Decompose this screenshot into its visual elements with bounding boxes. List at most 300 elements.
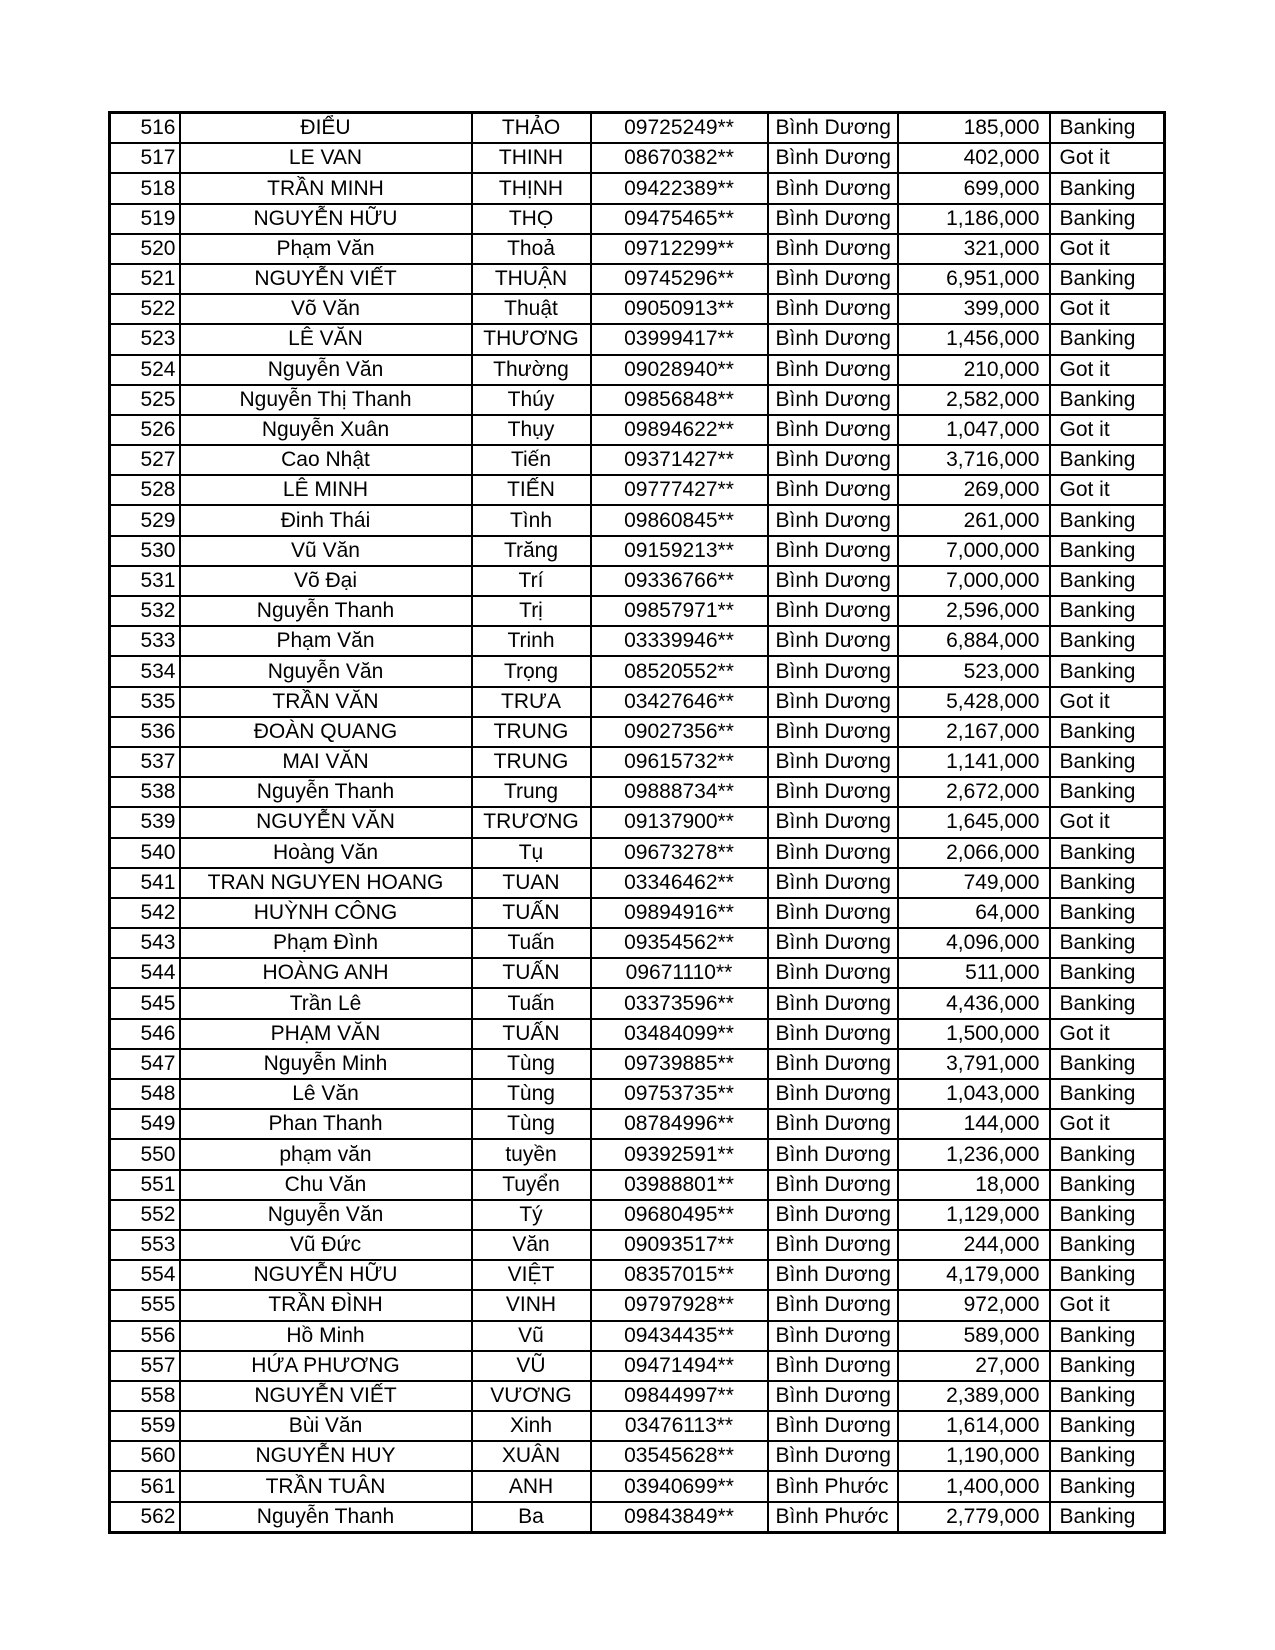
cell-row-number: 555 (110, 1290, 180, 1320)
cell-amount: 2,066,000 (898, 838, 1050, 868)
cell-phone: 09027356** (591, 717, 768, 747)
cell-status: Got it (1050, 234, 1165, 264)
cell-row-number: 553 (110, 1230, 180, 1260)
cell-first-name: Phan Thanh (180, 1109, 472, 1139)
cell-amount: 2,582,000 (898, 385, 1050, 415)
cell-status: Banking (1050, 958, 1165, 988)
cell-last-name: Trăng (472, 536, 591, 566)
cell-phone: 09856848** (591, 385, 768, 415)
cell-province: Bình Dương (768, 475, 898, 505)
cell-row-number: 523 (110, 324, 180, 354)
cell-province: Bình Dương (768, 747, 898, 777)
cell-row-number: 536 (110, 717, 180, 747)
cell-last-name: XUÂN (472, 1441, 591, 1471)
table-row (110, 264, 1165, 294)
cell-last-name: THƯƠNG (472, 324, 591, 354)
cell-row-number: 522 (110, 294, 180, 324)
cell-phone: 09894916** (591, 898, 768, 928)
cell-phone: 09475465** (591, 204, 768, 234)
cell-province: Bình Dương (768, 1290, 898, 1320)
cell-row-number: 527 (110, 445, 180, 475)
table-row (110, 505, 1165, 535)
cell-amount: 972,000 (898, 1290, 1050, 1320)
table-row (110, 234, 1165, 264)
cell-last-name: Ba (472, 1502, 591, 1533)
cell-phone: 09028940** (591, 355, 768, 385)
cell-last-name: Tuấn (472, 988, 591, 1018)
cell-phone: 03545628** (591, 1441, 768, 1471)
table-row (110, 204, 1165, 234)
cell-row-number: 557 (110, 1351, 180, 1381)
cell-province: Bình Dương (768, 234, 898, 264)
table-row (110, 596, 1165, 626)
table-row (110, 1230, 1165, 1260)
cell-status: Banking (1050, 1260, 1165, 1290)
cell-status: Banking (1050, 1170, 1165, 1200)
cell-row-number: 545 (110, 988, 180, 1018)
cell-row-number: 535 (110, 687, 180, 717)
cell-last-name: TRƯƠNG (472, 807, 591, 837)
table-row (110, 173, 1165, 203)
cell-last-name: Tuấn (472, 928, 591, 958)
table-row (110, 656, 1165, 686)
cell-row-number: 547 (110, 1049, 180, 1079)
cell-phone: 09434435** (591, 1321, 768, 1351)
cell-first-name: Lê Văn (180, 1079, 472, 1109)
cell-province: Bình Dương (768, 1321, 898, 1351)
cell-phone: 09471494** (591, 1351, 768, 1381)
cell-status: Banking (1050, 596, 1165, 626)
cell-phone: 09844997** (591, 1381, 768, 1411)
cell-status: Banking (1050, 1321, 1165, 1351)
cell-first-name: TRẦN MINH (180, 173, 472, 203)
table-row (110, 928, 1165, 958)
cell-first-name: LÊ VĂN (180, 324, 472, 354)
cell-status: Banking (1050, 1441, 1165, 1471)
cell-first-name: NGUYỄN HỮU (180, 1260, 472, 1290)
table-row (110, 747, 1165, 777)
cell-amount: 511,000 (898, 958, 1050, 988)
cell-province: Bình Dương (768, 173, 898, 203)
cell-phone: 08670382** (591, 143, 768, 173)
cell-amount: 4,179,000 (898, 1260, 1050, 1290)
cell-row-number: 517 (110, 143, 180, 173)
cell-amount: 523,000 (898, 656, 1050, 686)
cell-province: Bình Dương (768, 1411, 898, 1441)
table-row (110, 777, 1165, 807)
cell-status: Got it (1050, 415, 1165, 445)
cell-status: Banking (1050, 1079, 1165, 1109)
table-row (110, 717, 1165, 747)
table-row (110, 536, 1165, 566)
cell-first-name: HUỲNH CÔNG (180, 898, 472, 928)
cell-phone: 09745296** (591, 264, 768, 294)
table-row (110, 445, 1165, 475)
cell-row-number: 529 (110, 505, 180, 535)
cell-row-number: 528 (110, 475, 180, 505)
cell-last-name: THỊNH (472, 173, 591, 203)
cell-first-name: Phạm Văn (180, 234, 472, 264)
cell-last-name: ANH (472, 1471, 591, 1501)
cell-amount: 3,716,000 (898, 445, 1050, 475)
cell-province: Bình Dương (768, 1170, 898, 1200)
cell-row-number: 546 (110, 1019, 180, 1049)
cell-phone: 09857971** (591, 596, 768, 626)
cell-last-name: Tụ (472, 838, 591, 868)
table-row (110, 1411, 1165, 1441)
cell-phone: 09615732** (591, 747, 768, 777)
cell-province: Bình Dương (768, 1441, 898, 1471)
cell-first-name: Võ Đại (180, 566, 472, 596)
cell-status: Banking (1050, 505, 1165, 535)
table-row (110, 807, 1165, 837)
cell-province: Bình Dương (768, 385, 898, 415)
cell-status: Banking (1050, 838, 1165, 868)
cell-row-number: 519 (110, 204, 180, 234)
cell-amount: 1,043,000 (898, 1079, 1050, 1109)
cell-last-name: Thoả (472, 234, 591, 264)
table-row (110, 898, 1165, 928)
cell-amount: 7,000,000 (898, 566, 1050, 596)
cell-province: Bình Phước (768, 1471, 898, 1501)
cell-first-name: Chu Văn (180, 1170, 472, 1200)
cell-row-number: 548 (110, 1079, 180, 1109)
cell-amount: 699,000 (898, 173, 1050, 203)
cell-first-name: LÊ MINH (180, 475, 472, 505)
cell-phone: 09777427** (591, 475, 768, 505)
cell-last-name: Trung (472, 777, 591, 807)
cell-amount: 1,614,000 (898, 1411, 1050, 1441)
cell-phone: 03339946** (591, 626, 768, 656)
cell-row-number: 560 (110, 1441, 180, 1471)
cell-amount: 144,000 (898, 1109, 1050, 1139)
cell-amount: 1,400,000 (898, 1471, 1050, 1501)
cell-first-name: NGUYỄN HỮU (180, 204, 472, 234)
cell-amount: 1,645,000 (898, 807, 1050, 837)
cell-status: Got it (1050, 687, 1165, 717)
cell-province: Bình Phước (768, 1502, 898, 1533)
cell-first-name: NGUYỄN VIẾT (180, 1381, 472, 1411)
cell-status: Banking (1050, 1230, 1165, 1260)
cell-first-name: Nguyễn Thanh (180, 1502, 472, 1533)
cell-row-number: 516 (110, 113, 180, 144)
cell-province: Bình Dương (768, 838, 898, 868)
table-row (110, 1109, 1165, 1139)
cell-amount: 2,596,000 (898, 596, 1050, 626)
cell-first-name: Nguyễn Xuân (180, 415, 472, 445)
cell-phone: 09422389** (591, 173, 768, 203)
cell-first-name: TRAN NGUYEN HOANG (180, 868, 472, 898)
cell-phone: 08357015** (591, 1260, 768, 1290)
cell-phone: 03476113** (591, 1411, 768, 1441)
table-row (110, 838, 1165, 868)
cell-row-number: 549 (110, 1109, 180, 1139)
cell-status: Banking (1050, 1139, 1165, 1169)
table-row (110, 294, 1165, 324)
cell-amount: 1,190,000 (898, 1441, 1050, 1471)
cell-last-name: Tuyển (472, 1170, 591, 1200)
cell-status: Banking (1050, 656, 1165, 686)
table-row (110, 1200, 1165, 1230)
cell-row-number: 532 (110, 596, 180, 626)
cell-province: Bình Dương (768, 717, 898, 747)
cell-row-number: 524 (110, 355, 180, 385)
cell-amount: 210,000 (898, 355, 1050, 385)
cell-first-name: TRẦN ĐÌNH (180, 1290, 472, 1320)
cell-status: Banking (1050, 1381, 1165, 1411)
cell-phone: 09753735** (591, 1079, 768, 1109)
cell-status: Banking (1050, 1411, 1165, 1441)
cell-last-name: Thúy (472, 385, 591, 415)
cell-phone: 09860845** (591, 505, 768, 535)
cell-phone: 09894622** (591, 415, 768, 445)
cell-amount: 261,000 (898, 505, 1050, 535)
cell-amount: 1,186,000 (898, 204, 1050, 234)
cell-status: Got it (1050, 294, 1165, 324)
cell-status: Banking (1050, 747, 1165, 777)
cell-first-name: Vũ Đức (180, 1230, 472, 1260)
cell-last-name: TUẤN (472, 898, 591, 928)
cell-province: Bình Dương (768, 1381, 898, 1411)
cell-amount: 2,389,000 (898, 1381, 1050, 1411)
cell-province: Bình Dương (768, 958, 898, 988)
cell-first-name: Nguyễn Văn (180, 355, 472, 385)
table-row (110, 1381, 1165, 1411)
cell-phone: 09371427** (591, 445, 768, 475)
cell-status: Banking (1050, 898, 1165, 928)
cell-last-name: TUAN (472, 868, 591, 898)
cell-row-number: 541 (110, 868, 180, 898)
cell-row-number: 539 (110, 807, 180, 837)
table-row (110, 1351, 1165, 1381)
cell-province: Bình Dương (768, 898, 898, 928)
table-row (110, 566, 1165, 596)
cell-amount: 6,884,000 (898, 626, 1050, 656)
cell-last-name: TIẾN (472, 475, 591, 505)
cell-phone: 03346462** (591, 868, 768, 898)
cell-amount: 1,456,000 (898, 324, 1050, 354)
cell-province: Bình Dương (768, 1049, 898, 1079)
cell-phone: 09725249** (591, 113, 768, 144)
cell-status: Got it (1050, 355, 1165, 385)
cell-last-name: THẢO (472, 113, 591, 144)
cell-amount: 1,141,000 (898, 747, 1050, 777)
cell-amount: 402,000 (898, 143, 1050, 173)
cell-first-name: Vũ Văn (180, 536, 472, 566)
cell-phone: 09843849** (591, 1502, 768, 1533)
cell-phone: 08520552** (591, 656, 768, 686)
cell-amount: 1,047,000 (898, 415, 1050, 445)
cell-last-name: VINH (472, 1290, 591, 1320)
cell-amount: 2,779,000 (898, 1502, 1050, 1533)
cell-province: Bình Dương (768, 1079, 898, 1109)
cell-status: Got it (1050, 143, 1165, 173)
table-row (110, 626, 1165, 656)
cell-province: Bình Dương (768, 777, 898, 807)
cell-province: Bình Dương (768, 505, 898, 535)
cell-phone: 09712299** (591, 234, 768, 264)
cell-phone: 09093517** (591, 1230, 768, 1260)
cell-last-name: TRƯA (472, 687, 591, 717)
cell-last-name: Trí (472, 566, 591, 596)
cell-first-name: phạm văn (180, 1139, 472, 1169)
cell-first-name: Nguyễn Thanh (180, 596, 472, 626)
cell-province: Bình Dương (768, 1019, 898, 1049)
cell-first-name: Hoàng Văn (180, 838, 472, 868)
table-row (110, 1079, 1165, 1109)
cell-row-number: 554 (110, 1260, 180, 1290)
cell-first-name: Nguyễn Văn (180, 1200, 472, 1230)
cell-last-name: Văn (472, 1230, 591, 1260)
cell-row-number: 540 (110, 838, 180, 868)
cell-status: Banking (1050, 1200, 1165, 1230)
cell-first-name: ĐOÀN QUANG (180, 717, 472, 747)
table-row (110, 868, 1165, 898)
cell-row-number: 533 (110, 626, 180, 656)
cell-amount: 1,129,000 (898, 1200, 1050, 1230)
cell-amount: 749,000 (898, 868, 1050, 898)
table-row (110, 1139, 1165, 1169)
cell-first-name: HOÀNG ANH (180, 958, 472, 988)
cell-phone: 03999417** (591, 324, 768, 354)
cell-status: Banking (1050, 1502, 1165, 1533)
cell-province: Bình Dương (768, 868, 898, 898)
cell-last-name: Trị (472, 596, 591, 626)
cell-row-number: 520 (110, 234, 180, 264)
cell-first-name: Nguyễn Thanh (180, 777, 472, 807)
cell-first-name: MAI VĂN (180, 747, 472, 777)
cell-province: Bình Dương (768, 113, 898, 144)
cell-first-name: TRẦN TUÂN (180, 1471, 472, 1501)
cell-row-number: 526 (110, 415, 180, 445)
cell-province: Bình Dương (768, 807, 898, 837)
cell-status: Banking (1050, 1351, 1165, 1381)
cell-phone: 08784996** (591, 1109, 768, 1139)
cell-amount: 321,000 (898, 234, 1050, 264)
cell-row-number: 562 (110, 1502, 180, 1533)
cell-first-name: HỨA PHƯƠNG (180, 1351, 472, 1381)
cell-phone: 03988801** (591, 1170, 768, 1200)
table-row (110, 1260, 1165, 1290)
cell-province: Bình Dương (768, 687, 898, 717)
cell-amount: 2,167,000 (898, 717, 1050, 747)
cell-province: Bình Dương (768, 355, 898, 385)
cell-last-name: Tý (472, 1200, 591, 1230)
table-row (110, 355, 1165, 385)
table-row (110, 1471, 1165, 1501)
cell-amount: 1,500,000 (898, 1019, 1050, 1049)
table-row (110, 1502, 1165, 1533)
cell-row-number: 530 (110, 536, 180, 566)
cell-last-name: Thường (472, 355, 591, 385)
cell-last-name: VƯƠNG (472, 1381, 591, 1411)
records-table-body (110, 113, 1165, 1533)
records-table (108, 111, 1166, 1534)
cell-province: Bình Dương (768, 1139, 898, 1169)
cell-status: Banking (1050, 988, 1165, 1018)
cell-amount: 4,096,000 (898, 928, 1050, 958)
cell-last-name: Vũ (472, 1321, 591, 1351)
cell-row-number: 542 (110, 898, 180, 928)
cell-province: Bình Dương (768, 1351, 898, 1381)
cell-last-name: Thụy (472, 415, 591, 445)
cell-phone: 09797928** (591, 1290, 768, 1320)
cell-last-name: tuyền (472, 1139, 591, 1169)
cell-last-name: TRUNG (472, 717, 591, 747)
table-row (110, 1290, 1165, 1320)
cell-row-number: 544 (110, 958, 180, 988)
cell-last-name: THUẬN (472, 264, 591, 294)
cell-status: Banking (1050, 928, 1165, 958)
table-row (110, 1049, 1165, 1079)
cell-first-name: Phạm Văn (180, 626, 472, 656)
cell-last-name: Trọng (472, 656, 591, 686)
cell-status: Banking (1050, 1049, 1165, 1079)
cell-status: Got it (1050, 1109, 1165, 1139)
cell-phone: 09888734** (591, 777, 768, 807)
cell-phone: 09392591** (591, 1139, 768, 1169)
cell-first-name: Nguyễn Văn (180, 656, 472, 686)
cell-province: Bình Dương (768, 415, 898, 445)
table-row (110, 958, 1165, 988)
cell-last-name: Trinh (472, 626, 591, 656)
cell-row-number: 543 (110, 928, 180, 958)
cell-first-name: Trần Lê (180, 988, 472, 1018)
table-row (110, 687, 1165, 717)
cell-last-name: VIỆT (472, 1260, 591, 1290)
cell-first-name: LE VAN (180, 143, 472, 173)
cell-first-name: NGUYỄN VĂN (180, 807, 472, 837)
cell-first-name: TRẦN VĂN (180, 687, 472, 717)
cell-row-number: 531 (110, 566, 180, 596)
cell-row-number: 551 (110, 1170, 180, 1200)
cell-amount: 5,428,000 (898, 687, 1050, 717)
cell-phone: 03373596** (591, 988, 768, 1018)
cell-row-number: 559 (110, 1411, 180, 1441)
cell-province: Bình Dương (768, 596, 898, 626)
cell-phone: 09354562** (591, 928, 768, 958)
cell-row-number: 558 (110, 1381, 180, 1411)
cell-status: Banking (1050, 626, 1165, 656)
cell-province: Bình Dương (768, 324, 898, 354)
cell-last-name: TUẤN (472, 958, 591, 988)
cell-province: Bình Dương (768, 143, 898, 173)
table-row (110, 415, 1165, 445)
cell-province: Bình Dương (768, 1230, 898, 1260)
cell-status: Got it (1050, 1019, 1165, 1049)
cell-phone: 09050913** (591, 294, 768, 324)
cell-last-name: Tình (472, 505, 591, 535)
cell-status: Banking (1050, 536, 1165, 566)
cell-phone: 09336766** (591, 566, 768, 596)
cell-amount: 4,436,000 (898, 988, 1050, 1018)
cell-row-number: 525 (110, 385, 180, 415)
cell-province: Bình Dương (768, 1109, 898, 1139)
table-row (110, 1170, 1165, 1200)
cell-province: Bình Dương (768, 1260, 898, 1290)
cell-first-name: Đinh Thái (180, 505, 472, 535)
cell-last-name: Tùng (472, 1079, 591, 1109)
cell-province: Bình Dương (768, 264, 898, 294)
cell-first-name: PHẠM VĂN (180, 1019, 472, 1049)
cell-first-name: Cao Nhật (180, 445, 472, 475)
cell-phone: 03427646** (591, 687, 768, 717)
cell-first-name: Nguyễn Thị Thanh (180, 385, 472, 415)
cell-province: Bình Dương (768, 445, 898, 475)
cell-status: Banking (1050, 264, 1165, 294)
cell-row-number: 556 (110, 1321, 180, 1351)
cell-province: Bình Dương (768, 536, 898, 566)
